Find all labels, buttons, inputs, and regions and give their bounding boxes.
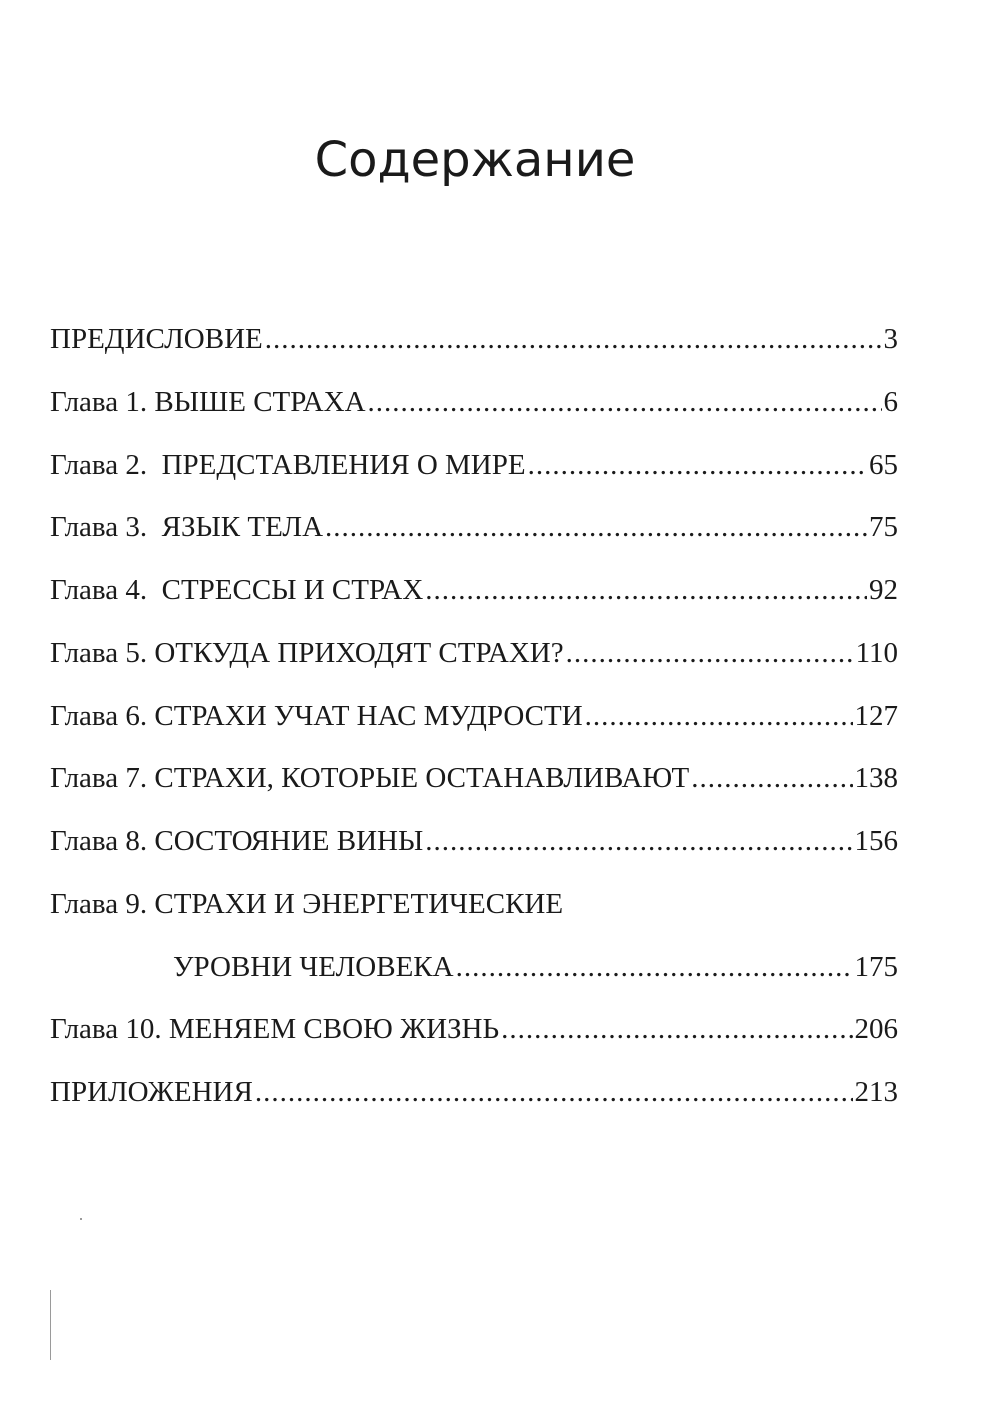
- toc-entry-page: 213: [854, 1076, 898, 1108]
- toc-entry-chapter-3[interactable]: [50, 496, 898, 559]
- dot-leader: [425, 810, 852, 873]
- dot-leader: [255, 1061, 853, 1124]
- dot-leader: [456, 936, 853, 999]
- toc-entry-label: Глава 9. СТРАХИ И ЭНЕРГЕТИЧЕСКИЕ: [50, 887, 564, 920]
- toc-entry-chapter-5[interactable]: [50, 622, 898, 685]
- page-title: Содержание: [314, 132, 636, 189]
- toc-entry-label: Глава 10. МЕНЯЕМ СВОЮ ЖИЗНЬ: [50, 1013, 500, 1046]
- scan-artifact-line: [50, 1290, 51, 1360]
- toc-entry-chapter-4[interactable]: [50, 559, 898, 622]
- dot-leader: [691, 747, 852, 810]
- dot-leader: [368, 371, 882, 434]
- toc-entry-page: 175: [854, 950, 898, 983]
- toc-entry-preface[interactable]: [50, 308, 898, 371]
- toc-entry-chapter-1[interactable]: [50, 371, 898, 434]
- dot-leader: [425, 559, 867, 622]
- toc-entry-label: Глава 4. СТРЕССЫ И СТРАХ: [50, 574, 424, 606]
- toc-entry-label: Глава 3. ЯЗЫК ТЕЛА: [50, 511, 324, 544]
- table-of-contents: [50, 308, 898, 1124]
- toc-entry-chapter-10[interactable]: [50, 998, 898, 1061]
- toc-entry-page: 92: [869, 574, 898, 606]
- toc-entry-chapter-9-continuation[interactable]: [50, 936, 898, 999]
- toc-entry-page: 3: [883, 323, 898, 355]
- toc-entry-label: Глава 5. ОТКУДА ПРИХОДЯТ СТРАХИ?: [50, 636, 564, 669]
- dot-leader: [566, 622, 854, 685]
- scan-artifact-speck: [80, 1218, 82, 1220]
- toc-entry-label: Глава 8. СОСТОЯНИЕ ВИНЫ: [50, 825, 424, 857]
- toc-entry-page: 138: [854, 762, 898, 795]
- toc-entry-page: 6: [883, 385, 898, 418]
- dot-leader: [501, 998, 852, 1061]
- toc-entry-chapter-8[interactable]: [50, 810, 898, 873]
- toc-entry-label-continuation: УРОВНИ ЧЕЛОВЕКА: [173, 950, 454, 983]
- toc-entry-page: 156: [854, 825, 898, 857]
- toc-entry-chapter-9[interactable]: [50, 873, 898, 936]
- toc-entry-chapter-7[interactable]: [50, 747, 898, 810]
- toc-entry-label: ПРЕДИСЛОВИЕ: [50, 323, 263, 355]
- toc-entry-label: Глава 7. СТРАХИ, КОТОРЫЕ ОСТАНАВЛИВАЮТ: [50, 762, 690, 795]
- toc-entry-page: 127: [854, 699, 898, 732]
- dot-leader: [585, 685, 853, 748]
- toc-entry-appendices[interactable]: [50, 1061, 898, 1124]
- dot-leader: [528, 434, 867, 497]
- dot-leader: [325, 496, 867, 559]
- toc-entry-label: Глава 1. ВЫШЕ СТРАХА: [50, 385, 366, 418]
- toc-entry-label: Глава 6. СТРАХИ УЧАТ НАС МУДРОСТИ: [50, 699, 583, 732]
- toc-entry-label: Глава 2. ПРЕДСТАВЛЕНИЯ О МИРЕ: [50, 448, 526, 481]
- toc-entry-chapter-6[interactable]: [50, 685, 898, 748]
- toc-entry-page: 110: [855, 636, 898, 669]
- toc-entry-page: 75: [869, 511, 898, 544]
- toc-entry-page: 206: [854, 1013, 898, 1046]
- toc-entry-chapter-2[interactable]: [50, 434, 898, 497]
- toc-entry-page: 65: [869, 448, 898, 481]
- dot-leader: [265, 308, 882, 371]
- toc-entry-label: ПРИЛОЖЕНИЯ: [50, 1076, 253, 1108]
